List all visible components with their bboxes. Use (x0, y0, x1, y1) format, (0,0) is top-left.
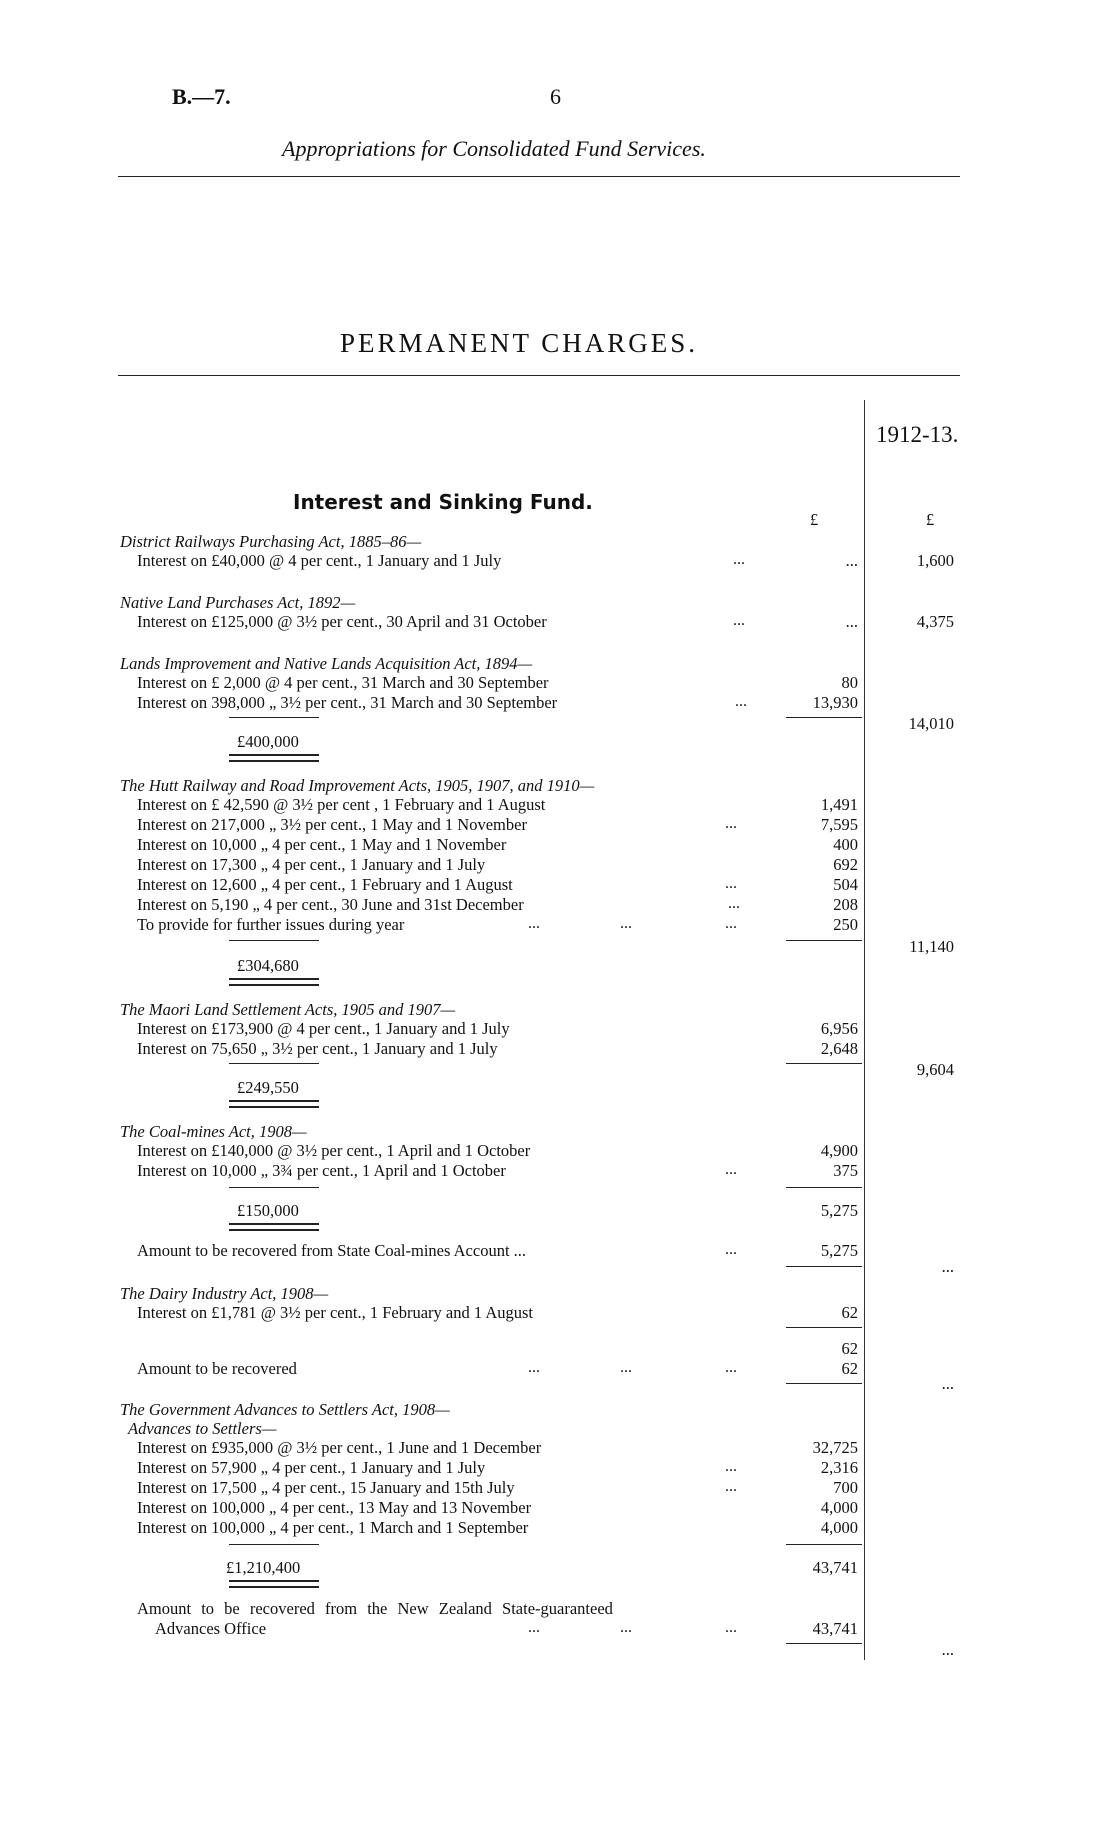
line-amount: 62 (841, 1303, 858, 1322)
line-amount: 13,930 (812, 693, 858, 712)
column-rule (786, 1187, 862, 1188)
line-amount: 4,000 (820, 1518, 858, 1537)
act-subheading: Advances to Settlers— (128, 1419, 277, 1438)
column-rule (786, 1063, 862, 1064)
line-amount: ... (845, 551, 858, 570)
line-amount: 375 (833, 1161, 858, 1180)
line-amount: 80 (841, 673, 858, 692)
line-amount: 504 (833, 875, 858, 894)
principal-subtotal: £400,000 (237, 732, 299, 751)
line-amount: 2,648 (820, 1039, 858, 1058)
recovered-amount: 43,741 (812, 1619, 858, 1638)
recovered-line: Amount to be recovered from State Coal-mines Account ... (137, 1241, 527, 1260)
leader-dots: ... (528, 1619, 540, 1636)
year-total: 1,600 (916, 551, 954, 570)
line-amount: 400 (833, 835, 858, 854)
interest-line: Interest on 398,000 „ 3½ per cent., 31 March and 30 September (137, 693, 558, 712)
column-divider (864, 400, 865, 1660)
leader-dots: ... (725, 815, 737, 832)
page-reference: B.—7. (172, 84, 231, 109)
interest-line: Interest on £1,781 @ 3½ per cent., 1 February and 1 August (137, 1303, 533, 1322)
leader-dots: ... (725, 1241, 737, 1258)
interest-line: Interest on £125,000 @ 3½ per cent., 30 April and 31 October (137, 612, 547, 631)
double-rule (229, 1580, 319, 1588)
recovered-line: Amount to be recovered (137, 1359, 297, 1378)
column-rule (786, 1643, 862, 1644)
double-rule (229, 1100, 319, 1108)
provision-line: To provide for further issues during year (137, 915, 405, 934)
leader-dots: ... (733, 612, 745, 629)
act-heading: The Government Advances to Settlers Act, 1908— (120, 1400, 450, 1419)
leader-dots: ... (725, 1359, 737, 1376)
line-amount: 208 (833, 895, 858, 914)
line-amount: 4,000 (820, 1498, 858, 1517)
interest-line: Interest on 100,000 „ 4 per cent., 1 March and 1 September (137, 1518, 529, 1537)
principal-subtotal: £150,000 (237, 1201, 299, 1220)
leader-dots: ... (725, 1619, 737, 1636)
year-total: 9,604 (916, 1060, 954, 1079)
header-rule (118, 176, 960, 177)
interest-line: Interest on 5,190 „ 4 per cent., 30 June and 31st December (137, 895, 524, 914)
interest-line: Interest on £173,900 @ 4 per cent., 1 January and 1 July (137, 1019, 510, 1038)
line-amount: 2,316 (820, 1458, 858, 1477)
currency-col2: £ (926, 510, 935, 529)
leader-dots: ... (528, 1359, 540, 1376)
interest-line: Interest on 12,600 „ 4 per cent., 1 February and 1 August (137, 875, 513, 894)
interest-line: Interest on 57,900 „ 4 per cent., 1 January and 1 July (137, 1458, 486, 1477)
act-heading: The Coal-mines Act, 1908— (120, 1122, 307, 1141)
line-amount: 700 (833, 1478, 858, 1497)
principal-subtotal: £304,680 (237, 956, 299, 975)
subtotal-amount: 43,741 (812, 1558, 858, 1577)
subtotal-rule (229, 1187, 319, 1188)
recovered-line-continued: Advances Office (155, 1619, 267, 1638)
interest-line: Interest on 217,000 „ 3½ per cent., 1 May and 1 November (137, 815, 527, 834)
act-heading: District Railways Purchasing Act, 1885–86— (120, 532, 422, 551)
subtotal-rule (229, 1544, 319, 1545)
leader-dots: ... (728, 895, 740, 912)
leader-dots: ... (620, 915, 632, 932)
principal-subtotal: £1,210,400 (226, 1558, 301, 1577)
recovered-amount: 62 (841, 1359, 858, 1378)
currency-col1: £ (810, 510, 819, 529)
subtotal-rule (229, 1063, 319, 1064)
line-amount: 250 (833, 915, 858, 934)
interest-line: Interest on £40,000 @ 4 per cent., 1 January and 1 July (137, 551, 502, 570)
column-rule (786, 717, 862, 718)
interest-line: Interest on 17,300 „ 4 per cent., 1 January and 1 July (137, 855, 486, 874)
year-total: 4,375 (916, 612, 954, 631)
line-amount: 32,725 (812, 1438, 858, 1457)
double-rule (229, 978, 319, 986)
act-heading: Native Land Purchases Act, 1892— (120, 593, 356, 612)
interest-line: Interest on £ 2,000 @ 4 per cent., 31 March and 30 September (137, 673, 549, 692)
interest-line: Interest on 10,000 „ 4 per cent., 1 May and 1 November (137, 835, 507, 854)
line-amount: 4,900 (820, 1141, 858, 1160)
column-rule (786, 1383, 862, 1384)
interest-line: Interest on 10,000 „ 3¾ per cent., 1 April and 1 October (137, 1161, 506, 1180)
recovered-line: Amount to be recovered from the New Zealand State-guaranteed (137, 1599, 613, 1618)
column-rule (786, 1266, 862, 1267)
column-rule (786, 1544, 862, 1545)
line-amount: 7,595 (820, 815, 858, 834)
leader-dots: ... (735, 693, 747, 710)
title-rule (118, 375, 960, 376)
year-total: ... (941, 1257, 954, 1276)
interest-line: Interest on £935,000 @ 3½ per cent., 1 June and 1 December (137, 1438, 542, 1457)
year-total: 14,010 (908, 714, 954, 733)
act-heading: The Dairy Industry Act, 1908— (120, 1284, 329, 1303)
leader-dots: ... (528, 915, 540, 932)
subtotal-rule (229, 717, 319, 718)
line-amount: ... (845, 612, 858, 631)
act-heading: The Maori Land Settlement Acts, 1905 and 1907— (120, 1000, 456, 1019)
line-amount: 6,956 (820, 1019, 858, 1038)
leader-dots: ... (725, 1478, 737, 1495)
interest-line: Interest on 100,000 „ 4 per cent., 13 May and 13 November (137, 1498, 532, 1517)
principal-subtotal: £249,550 (237, 1078, 299, 1097)
recovered-amount: 5,275 (820, 1241, 858, 1260)
page-subtitle: Appropriations for Consolidated Fund Services. (282, 136, 706, 161)
subtotal-rule (229, 940, 319, 941)
interest-line: Interest on 17,500 „ 4 per cent., 15 January and 15th July (137, 1478, 515, 1497)
interest-line: Interest on £ 42,590 @ 3½ per cent , 1 February and 1 August (137, 795, 546, 814)
page-title: PERMANENT CHARGES. (340, 328, 699, 358)
interest-line: Interest on 75,650 „ 3½ per cent., 1 January and 1 July (137, 1039, 498, 1058)
column-rule (786, 1327, 862, 1328)
year-total: 11,140 (909, 937, 954, 956)
year-column-header: 1912-13. (876, 422, 959, 447)
interest-line: Interest on £140,000 @ 3½ per cent., 1 April and 1 October (137, 1141, 531, 1160)
leader-dots: ... (733, 551, 745, 568)
act-heading: The Hutt Railway and Road Improvement Acts, 1905, 1907, and 1910— (120, 776, 595, 795)
leader-dots: ... (725, 915, 737, 932)
leader-dots: ... (620, 1359, 632, 1376)
year-total: ... (941, 1640, 954, 1659)
subtotal-amount: 5,275 (820, 1201, 858, 1220)
subtotal-amount: 62 (841, 1339, 858, 1358)
act-heading: Lands Improvement and Native Lands Acquisition Act, 1894— (120, 654, 533, 673)
line-amount: 692 (833, 855, 858, 874)
leader-dots: ... (725, 1161, 737, 1178)
page-number: 6 (550, 84, 561, 109)
double-rule (229, 1223, 319, 1231)
line-amount: 1,491 (820, 795, 858, 814)
double-rule (229, 754, 319, 762)
leader-dots: ... (725, 875, 737, 892)
leader-dots: ... (620, 1619, 632, 1636)
year-total: ... (941, 1374, 954, 1393)
column-rule (786, 940, 862, 941)
section-title: Interest and Sinking Fund. (293, 490, 593, 514)
leader-dots: ... (725, 1458, 737, 1475)
